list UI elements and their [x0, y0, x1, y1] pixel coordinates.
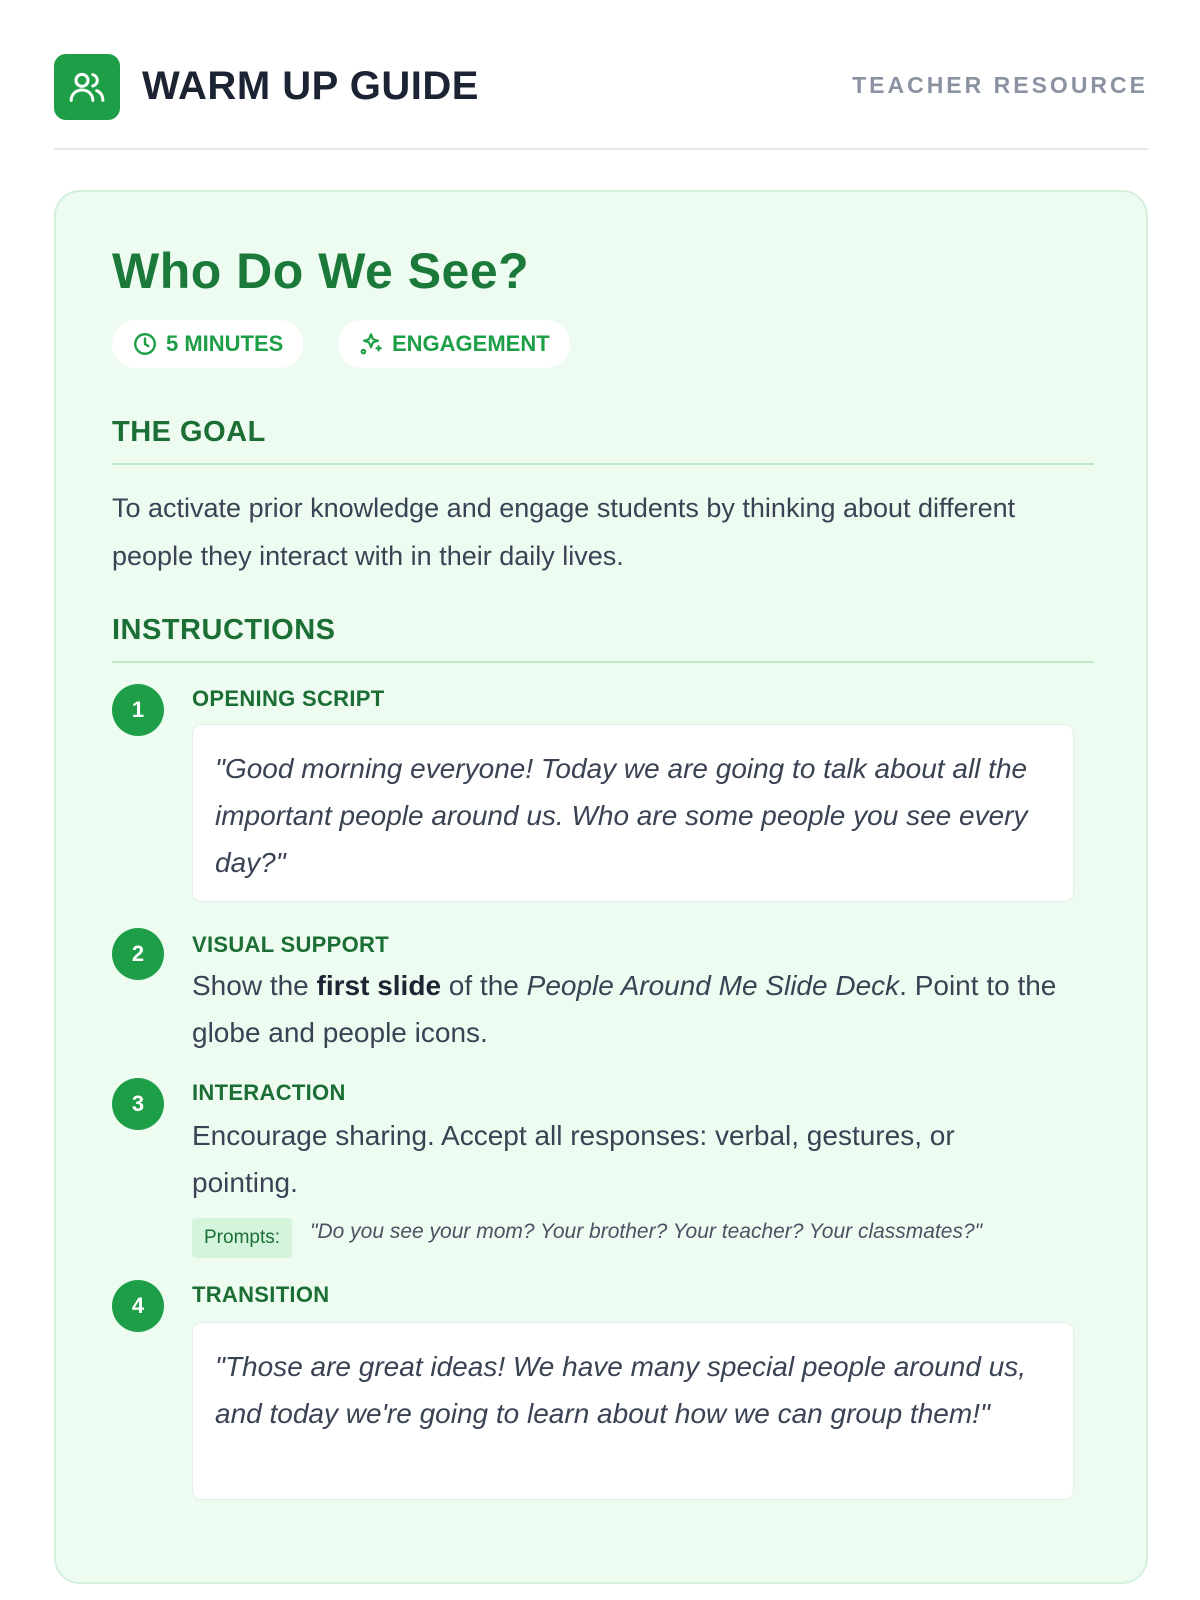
step-title-2: VISUAL SUPPORT: [192, 932, 389, 957]
goal-text: To activate prior knowledge and engage students by thinking about different people they interact with in their daily lives.: [112, 493, 1016, 571]
logo: [54, 54, 120, 120]
step-title-1: OPENING SCRIPT: [192, 686, 385, 711]
instructions-heading: INSTRUCTIONS: [112, 614, 1094, 663]
first-slide-emphasis: first slide: [316, 970, 442, 1001]
clock-icon: [132, 331, 158, 357]
users-icon: [67, 67, 107, 107]
duration-badge: [112, 320, 303, 368]
app-title: WARM UP GUIDE: [142, 64, 479, 108]
header: [54, 54, 1148, 150]
opening-script-quote: "Good morning everyone! Today we are going to talk about all the important people around us. Who are some people you see every day?": [192, 724, 1074, 902]
step-title-4: TRANSITION: [192, 1282, 330, 1307]
slide-deck-title: People Around Me Slide Deck: [526, 970, 900, 1001]
step-number-4: 4: [112, 1280, 164, 1332]
prompts-text: "Do you see your mom? Your brother? Your teacher? Your classmates?": [310, 1220, 983, 1243]
step-number-2: 2: [112, 928, 164, 980]
transition-quote: "Those are great ideas! We have many special people around us, and today we're going to learn about how we can group them!": [192, 1322, 1074, 1500]
goal-heading: THE GOAL: [112, 416, 1094, 465]
sparkles-icon: [358, 331, 384, 357]
prompts-tag: Prompts:: [192, 1218, 292, 1258]
resource-label: TEACHER RESOURCE: [852, 72, 1148, 98]
step-number-1: 1: [112, 684, 164, 736]
step-title-3: INTERACTION: [192, 1080, 346, 1105]
card-title: Who Do We See?: [112, 243, 530, 299]
duration-label: 5 MINUTES: [166, 331, 284, 356]
type-badge: [338, 320, 570, 368]
warmup-card: [54, 190, 1148, 1584]
interaction-text: Encourage sharing. Accept all responses: verbal, gestures, or pointing.: [192, 1120, 955, 1198]
type-label: ENGAGEMENT: [392, 331, 550, 356]
step-number-3: 3: [112, 1078, 164, 1130]
visual-support-text: Show the first slide of the People Around Me Slide Deck. Point to the globe and people icons.: [192, 970, 1057, 1048]
